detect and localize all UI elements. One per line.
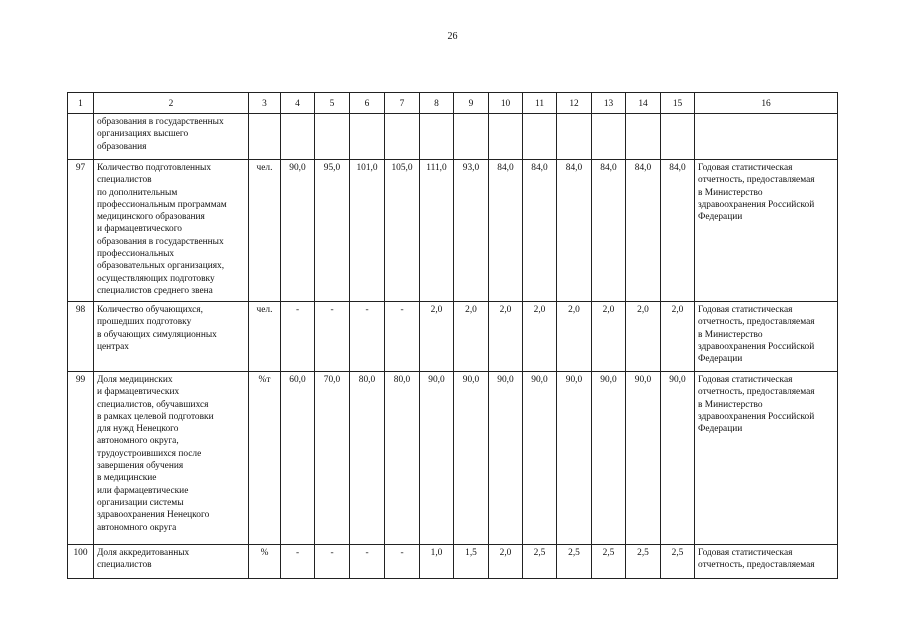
indicator-name-line: Количество обучающихся,	[97, 305, 203, 315]
indicator-value	[626, 114, 661, 160]
data-source-line: в Министерство	[698, 329, 763, 340]
indicator-name	[94, 545, 249, 579]
data-source-line: в Министерство	[698, 187, 763, 198]
indicator-value: -	[315, 545, 350, 579]
unit-of-measure	[249, 114, 281, 160]
column-header-6: 6	[350, 93, 385, 114]
indicator-value: 2,0	[626, 302, 661, 372]
table-row	[68, 160, 838, 302]
indicator-value: 93,0	[454, 160, 489, 302]
data-source-line: здравоохранения Российской	[698, 411, 815, 422]
data-source-line: Годовая статистическая	[698, 163, 793, 173]
indicator-value	[420, 114, 454, 160]
indicator-value: 2,0	[489, 302, 523, 372]
indicator-value: 90,0	[281, 160, 315, 302]
indicator-name-line: автономного округа	[97, 522, 177, 533]
indicator-value: 90,0	[626, 372, 661, 545]
data-source	[695, 372, 838, 545]
indicator-name-line: осуществляющих подготовку	[97, 273, 215, 284]
data-source-line: здравоохранения Российской	[698, 341, 815, 352]
data-source-line: Годовая статистическая	[698, 305, 793, 315]
data-source	[695, 545, 838, 579]
column-header-12: 12	[557, 93, 592, 114]
indicator-value	[661, 114, 695, 160]
indicator-name-line: образовательных организациях,	[97, 261, 225, 272]
indicator-name-line: и фармацевтического	[97, 224, 182, 235]
indicator-name-line: организации системы	[97, 497, 184, 508]
column-header-10: 10	[489, 93, 523, 114]
indicator-name-line: образования в государственных	[97, 117, 224, 127]
indicator-value: 2,0	[592, 302, 626, 372]
indicator-value: 84,0	[489, 160, 523, 302]
indicator-value: 101,0	[350, 160, 385, 302]
indicator-value: 84,0	[592, 160, 626, 302]
indicator-name-line: специалистов	[97, 175, 152, 186]
indicator-value: 2,0	[557, 302, 592, 372]
data-source-line: Годовая статистическая	[698, 548, 793, 558]
indicator-value: 2,0	[661, 302, 695, 372]
indicator-value: -	[350, 545, 385, 579]
row-number: 98	[68, 302, 94, 372]
indicator-name-line: здравоохранения Ненецкого	[97, 510, 210, 521]
table-header-row	[68, 93, 838, 114]
indicator-name-line: трудоустроившихся после	[97, 448, 202, 459]
indicator-name-line: для нужд Ненецкого	[97, 424, 179, 435]
data-source-line: здравоохранения Российской	[698, 199, 815, 210]
indicator-value: 2,0	[523, 302, 557, 372]
indicator-name-line: профессиональным программам	[97, 199, 227, 210]
indicator-value: 2,5	[523, 545, 557, 579]
indicator-value: 2,0	[489, 545, 523, 579]
indicator-value: 80,0	[385, 372, 420, 545]
data-source-line: отчетность, предоставляемая	[698, 175, 815, 186]
column-header-5: 5	[315, 93, 350, 114]
indicator-value: 84,0	[557, 160, 592, 302]
indicator-name-line: центрах	[97, 341, 129, 352]
indicator-name-line: профессиональных	[97, 249, 175, 260]
indicator-name-line: в медицинские	[97, 473, 157, 484]
indicator-value: 111,0	[420, 160, 454, 302]
indicator-name-line: или фармацевтические	[97, 485, 189, 496]
table-row	[68, 372, 838, 545]
indicator-value: 84,0	[523, 160, 557, 302]
indicator-value: 95,0	[315, 160, 350, 302]
data-source	[695, 114, 838, 160]
indicator-value: 90,0	[557, 372, 592, 545]
indicator-value: -	[281, 302, 315, 372]
indicator-name-line: организациях высшего	[97, 129, 189, 140]
data-source-line: Федерации	[698, 424, 743, 435]
indicator-value: 80,0	[350, 372, 385, 545]
indicator-value: 2,5	[592, 545, 626, 579]
indicator-name-line: автономного округа,	[97, 436, 179, 447]
indicator-value: -	[281, 545, 315, 579]
indicator-value: 90,0	[489, 372, 523, 545]
column-header-8: 8	[420, 93, 454, 114]
indicator-value: 60,0	[281, 372, 315, 545]
indicator-value: 2,5	[661, 545, 695, 579]
indicator-value: 84,0	[661, 160, 695, 302]
unit-of-measure: %	[249, 545, 281, 579]
column-header-7: 7	[385, 93, 420, 114]
column-header-2: 2	[94, 93, 249, 114]
column-header-4: 4	[281, 93, 315, 114]
row-number: 97	[68, 160, 94, 302]
data-source-line: отчетность, предоставляемая	[698, 317, 815, 328]
indicator-name-line: Доля медицинских	[97, 375, 173, 385]
unit-of-measure: %т	[249, 372, 281, 545]
indicator-name-line: прошедших подготовку	[97, 317, 192, 328]
data-source-line: отчетность, предоставляемая	[698, 387, 815, 398]
indicator-value	[315, 114, 350, 160]
indicator-name-line: специалистов	[97, 560, 152, 571]
indicator-value: 90,0	[454, 372, 489, 545]
indicator-value: 1,5	[454, 545, 489, 579]
data-source-line: отчетность, предоставляемая	[698, 560, 815, 571]
page-number: 26	[447, 31, 458, 42]
unit-of-measure: чел.	[249, 302, 281, 372]
column-header-11: 11	[523, 93, 557, 114]
indicator-value	[489, 114, 523, 160]
unit-of-measure: чел.	[249, 160, 281, 302]
indicator-name-line: медицинского образования	[97, 212, 205, 223]
indicator-value: 90,0	[592, 372, 626, 545]
indicator-value	[557, 114, 592, 160]
indicator-name-line: образования в государственных	[97, 236, 224, 247]
data-source	[695, 302, 838, 372]
indicator-value: 2,0	[454, 302, 489, 372]
indicator-value: 90,0	[420, 372, 454, 545]
column-header-14: 14	[626, 93, 661, 114]
indicator-value	[350, 114, 385, 160]
indicator-table	[67, 92, 838, 579]
row-number	[68, 114, 94, 160]
indicator-name-line: образования	[97, 141, 147, 152]
indicator-name-line: Доля аккредитованных	[97, 548, 190, 558]
indicator-value	[385, 114, 420, 160]
indicator-value: 84,0	[626, 160, 661, 302]
indicator-value	[454, 114, 489, 160]
indicator-value: 90,0	[523, 372, 557, 545]
indicator-value	[592, 114, 626, 160]
indicator-name-line: в рамках целевой подготовки	[97, 411, 214, 422]
indicator-name	[94, 372, 249, 545]
column-header-15: 15	[661, 93, 695, 114]
indicator-value	[281, 114, 315, 160]
data-source-line: Годовая статистическая	[698, 375, 793, 385]
column-header-13: 13	[592, 93, 626, 114]
table-row	[68, 302, 838, 372]
indicator-value: 90,0	[661, 372, 695, 545]
indicator-value: 105,0	[385, 160, 420, 302]
indicator-value: -	[350, 302, 385, 372]
column-header-1: 1	[68, 93, 94, 114]
indicator-value: 2,5	[557, 545, 592, 579]
indicator-name-line: и фармацевтических	[97, 387, 180, 398]
column-header-3: 3	[249, 93, 281, 114]
indicator-value	[523, 114, 557, 160]
indicator-name-line: специалистов среднего звена	[97, 285, 213, 296]
indicator-name	[94, 160, 249, 302]
indicator-value: -	[385, 545, 420, 579]
table-row	[68, 114, 838, 160]
data-source-line: в Министерство	[698, 399, 763, 410]
indicator-value: -	[385, 302, 420, 372]
row-number: 99	[68, 372, 94, 545]
table-body	[68, 93, 838, 579]
indicator-value: 2,0	[420, 302, 454, 372]
indicator-name-line: по дополнительным	[97, 187, 178, 198]
indicator-name	[94, 302, 249, 372]
indicator-name-line: завершения обучения	[97, 461, 184, 472]
indicator-value: 70,0	[315, 372, 350, 545]
table-row	[68, 545, 838, 579]
data-source	[695, 160, 838, 302]
data-source-line: Федерации	[698, 212, 743, 223]
indicator-name-line: специалистов, обучавшихся	[97, 399, 209, 410]
column-header-9: 9	[454, 93, 489, 114]
indicator-name-line: Количество подготовленных	[97, 163, 212, 173]
indicator-name-line: в обучающих симуляционных	[97, 329, 217, 340]
indicator-value: -	[315, 302, 350, 372]
column-header-16: 16	[695, 93, 838, 114]
data-source-line: Федерации	[698, 354, 743, 365]
indicator-value: 2,5	[626, 545, 661, 579]
row-number: 100	[68, 545, 94, 579]
indicator-value: 1,0	[420, 545, 454, 579]
indicator-name	[94, 114, 249, 160]
